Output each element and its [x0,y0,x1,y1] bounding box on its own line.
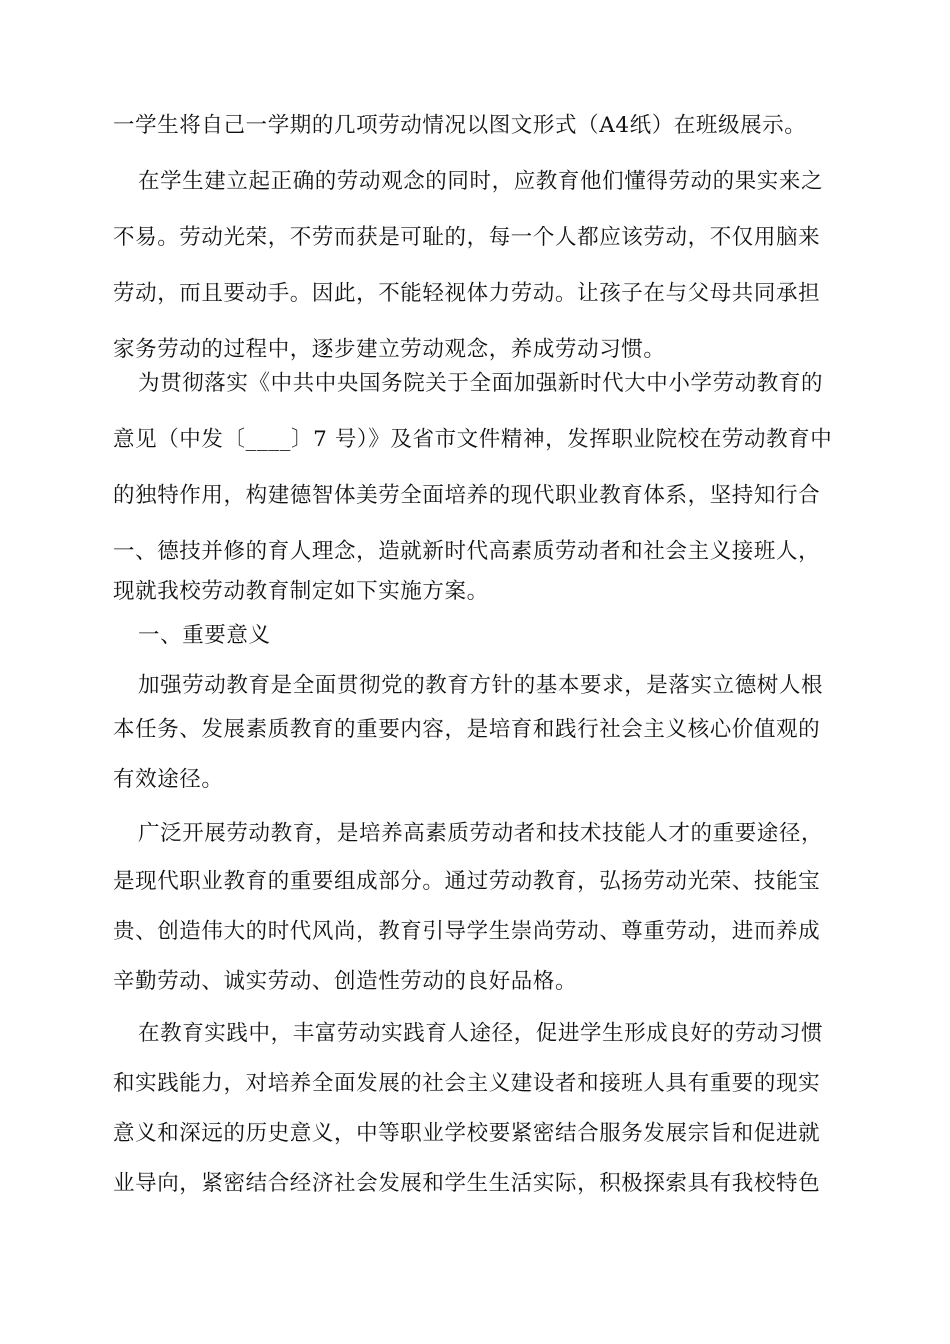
section-heading: 一、重要意义 [138,623,271,648]
text-line: 本任务、发展素质教育的重要内容，是培育和践行社会主义核心价值观的 [113,717,821,742]
text-line: 业导向，紧密结合经济社会发展和学生生活实际，积极探索具有我校特色 [113,1171,821,1196]
text-line: 不易。劳动光荣，不劳而获是可耻的，每一个人都应该劳动，不仅用脑来 [113,225,821,250]
text-line: 一学生将自己一学期的几项劳动情况以图文形式（A4纸）在班级展示。 [113,113,807,138]
text-line: 现就我校劳动教育制定如下实施方案。 [113,579,489,604]
text-line: 一、德技并修的育人理念，造就新时代高素质劳动者和社会主义接班人， [113,539,821,564]
text-line: 的独特作用，构建德智体美劳全面培养的现代职业教育体系，坚持知行合 [113,483,821,508]
text-line: 在教育实践中，丰富劳动实践育人途径，促进学生形成良好的劳动习惯 [138,1021,824,1046]
text-line: 家务劳动的过程中，逐步建立劳动观念，养成劳动习惯。 [113,337,666,362]
text-line: 是现代职业教育的重要组成部分。通过劳动教育，弘扬劳动光荣、技能宝 [113,869,821,894]
text-line: 在学生建立起正确的劳动观念的同时，应教育他们懂得劳动的果实来之 [138,169,824,194]
text-line: 为贯彻落实《中共中央国务院关于全面加强新时代大中小学劳动教育的 [138,371,824,396]
text-line: 意义和深远的历史意义，中等职业学校要紧密结合服务发展宗旨和促进就 [113,1121,821,1146]
text-line: 劳动，而且要动手。因此，不能轻视体力劳动。让孩子在与父母共同承担 [113,281,821,306]
text-line: 和实践能力，对培养全面发展的社会主义建设者和接班人具有重要的现实 [113,1071,821,1096]
text-line: 有效途径。 [113,767,224,792]
text-line: 广泛开展劳动教育，是培养高素质劳动者和技术技能人才的重要途径， [138,821,824,846]
text-line: 贵、创造伟大的时代风尚，教育引导学生崇尚劳动、尊重劳动，进而养成 [113,919,821,944]
text-line: 加强劳动教育是全面贯彻党的教育方针的基本要求，是落实立德树人根 [138,673,824,698]
text-line: 意见（中发〔____〕7 号）》及省市文件精神，发挥职业院校在劳动教育中 [113,427,833,452]
text-line: 辛勤劳动、诚实劳动、创造性劳动的良好品格。 [113,969,578,994]
